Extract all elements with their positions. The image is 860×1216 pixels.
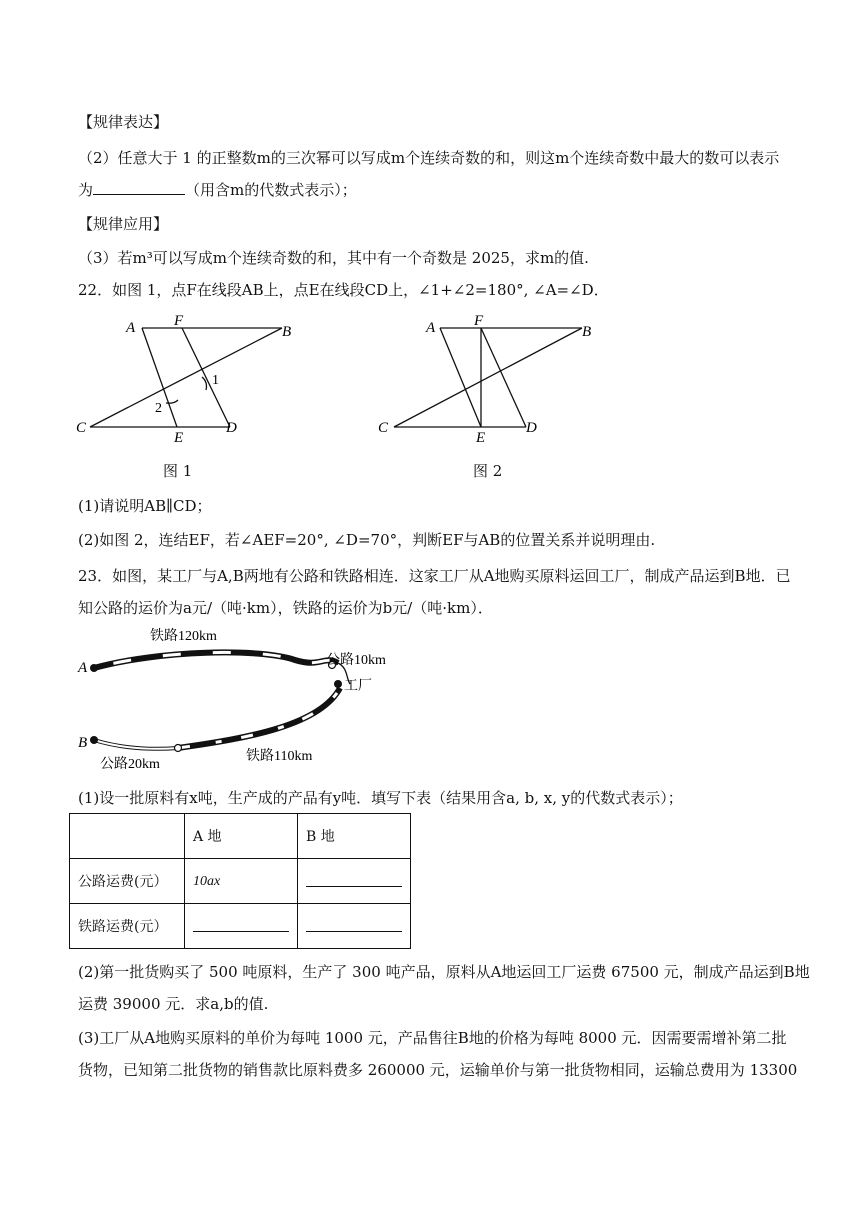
- problem23-q1: (1)设一批原料有x吨，生产成的产品有y吨．填写下表（结果用含a, b, x, y的代数式表示）；: [78, 789, 683, 807]
- cell-road-b: [298, 859, 411, 904]
- fig1-label-B: B: [282, 324, 292, 340]
- table-header-empty: [70, 814, 185, 859]
- route-map-diagram: [70, 620, 460, 780]
- fig1-label-D: D: [226, 420, 237, 436]
- q2-prefix: 为: [78, 181, 94, 199]
- answer-blank: [306, 917, 402, 932]
- fig1-label-E: E: [174, 430, 184, 445]
- problem23-q3-line2: 货物，已知第二批货物的销售款比原料费多 260000 元，运输单价与第一批货物相同，运输总费用为 13300: [78, 1061, 798, 1079]
- map-label-road-bottom: 公路20km: [100, 757, 160, 772]
- q3-text: （3）若m³可以写成m个连续奇数的和，其中有一个奇数是 2025，求m的值.: [78, 249, 589, 267]
- fig2-label-D: D: [526, 420, 537, 436]
- fig1-label-A: A: [126, 320, 136, 336]
- problem23-stem-line1: 23．如图，某工厂与A,B两地有公路和铁路相连．这家工厂从A地购买原料运回工厂，制成产品运到B地．已: [78, 567, 791, 585]
- map-label-rail-bottom: 铁路110km: [246, 749, 313, 764]
- section-heading-application: 【规律应用】: [78, 215, 169, 233]
- q2-text-line1: （2）任意大于 1 的正整数m的三次幂可以写成m个连续奇数的和，则这m个连续奇数中最大的数可以表示: [78, 149, 780, 167]
- table-header-b: B 地: [298, 814, 411, 859]
- fig2-label-E: E: [476, 430, 486, 445]
- fig1-label-F: F: [174, 313, 184, 329]
- fig2-label-A: A: [426, 320, 436, 336]
- fig2-label-B: B: [582, 324, 592, 340]
- problem22-q1: (1)请说明AB∥CD；: [78, 497, 212, 515]
- table-row: [70, 904, 411, 949]
- row-label-road: 公路运费(元）: [70, 859, 185, 904]
- table-row: [70, 814, 411, 859]
- figure-2-diagram: [370, 310, 610, 445]
- cell-rail-b: [298, 904, 411, 949]
- fig1-angle-1: 1: [212, 373, 219, 388]
- problem22-stem: 22．如图 1，点F在线段AB上，点E在线段CD上，∠1+∠2=180°, ∠A=∠D．: [78, 281, 609, 299]
- problem23-q2-line2: 运费 39000 元．求a,b的值.: [78, 995, 269, 1013]
- road-a-value: 10ax: [193, 873, 221, 889]
- figure-2-caption: 图 2: [473, 462, 503, 480]
- fig1-label-C: C: [76, 420, 87, 436]
- freight-table: [69, 813, 411, 949]
- map-label-A: A: [78, 660, 88, 676]
- q2-suffix: （用含m的代数式表示）；: [185, 181, 357, 199]
- row-label-rail: 铁路运费(元）: [70, 904, 185, 949]
- fig1-angle-2: 2: [155, 401, 162, 416]
- map-label-road-top: 公路10km: [326, 653, 386, 668]
- cell-road-a: [185, 859, 298, 904]
- map-label-factory: 工厂: [344, 679, 372, 694]
- table-row: [70, 859, 411, 904]
- answer-blank: [306, 872, 402, 887]
- fig2-label-F: F: [474, 313, 484, 329]
- fig2-label-C: C: [378, 420, 389, 436]
- map-label-rail-top: 铁路120km: [150, 629, 217, 644]
- q2-text-line2: [78, 180, 357, 200]
- problem22-q2: (2)如图 2，连结EF，若∠AEF=20°, ∠D=70°，判断EF与AB的位置关系并说明理由.: [78, 531, 656, 549]
- problem23-q2-line1: (2)第一批货购买了 500 吨原料，生产了 300 吨产品，原料从A地运回工厂运费 67500 元，制成产品运到B地: [78, 963, 810, 981]
- table-header-a: A 地: [185, 814, 298, 859]
- map-label-B: B: [78, 735, 88, 751]
- problem23-stem-line2: 知公路的运价为a元/（吨·km），铁路的运价为b元/（吨·km）．: [78, 599, 493, 617]
- answer-blank: [193, 917, 289, 932]
- answer-blank: [93, 180, 185, 195]
- problem23-q3-line1: (3)工厂从A地购买原料的单价为每吨 1000 元，产品售往B地的价格为每吨 8000 元．因需要需增补第二批: [78, 1029, 787, 1047]
- cell-rail-a: [185, 904, 298, 949]
- figure-1-diagram: [70, 310, 310, 445]
- figure-1-caption: 图 1: [163, 462, 193, 480]
- section-heading-expression: 【规律表达】: [78, 113, 169, 131]
